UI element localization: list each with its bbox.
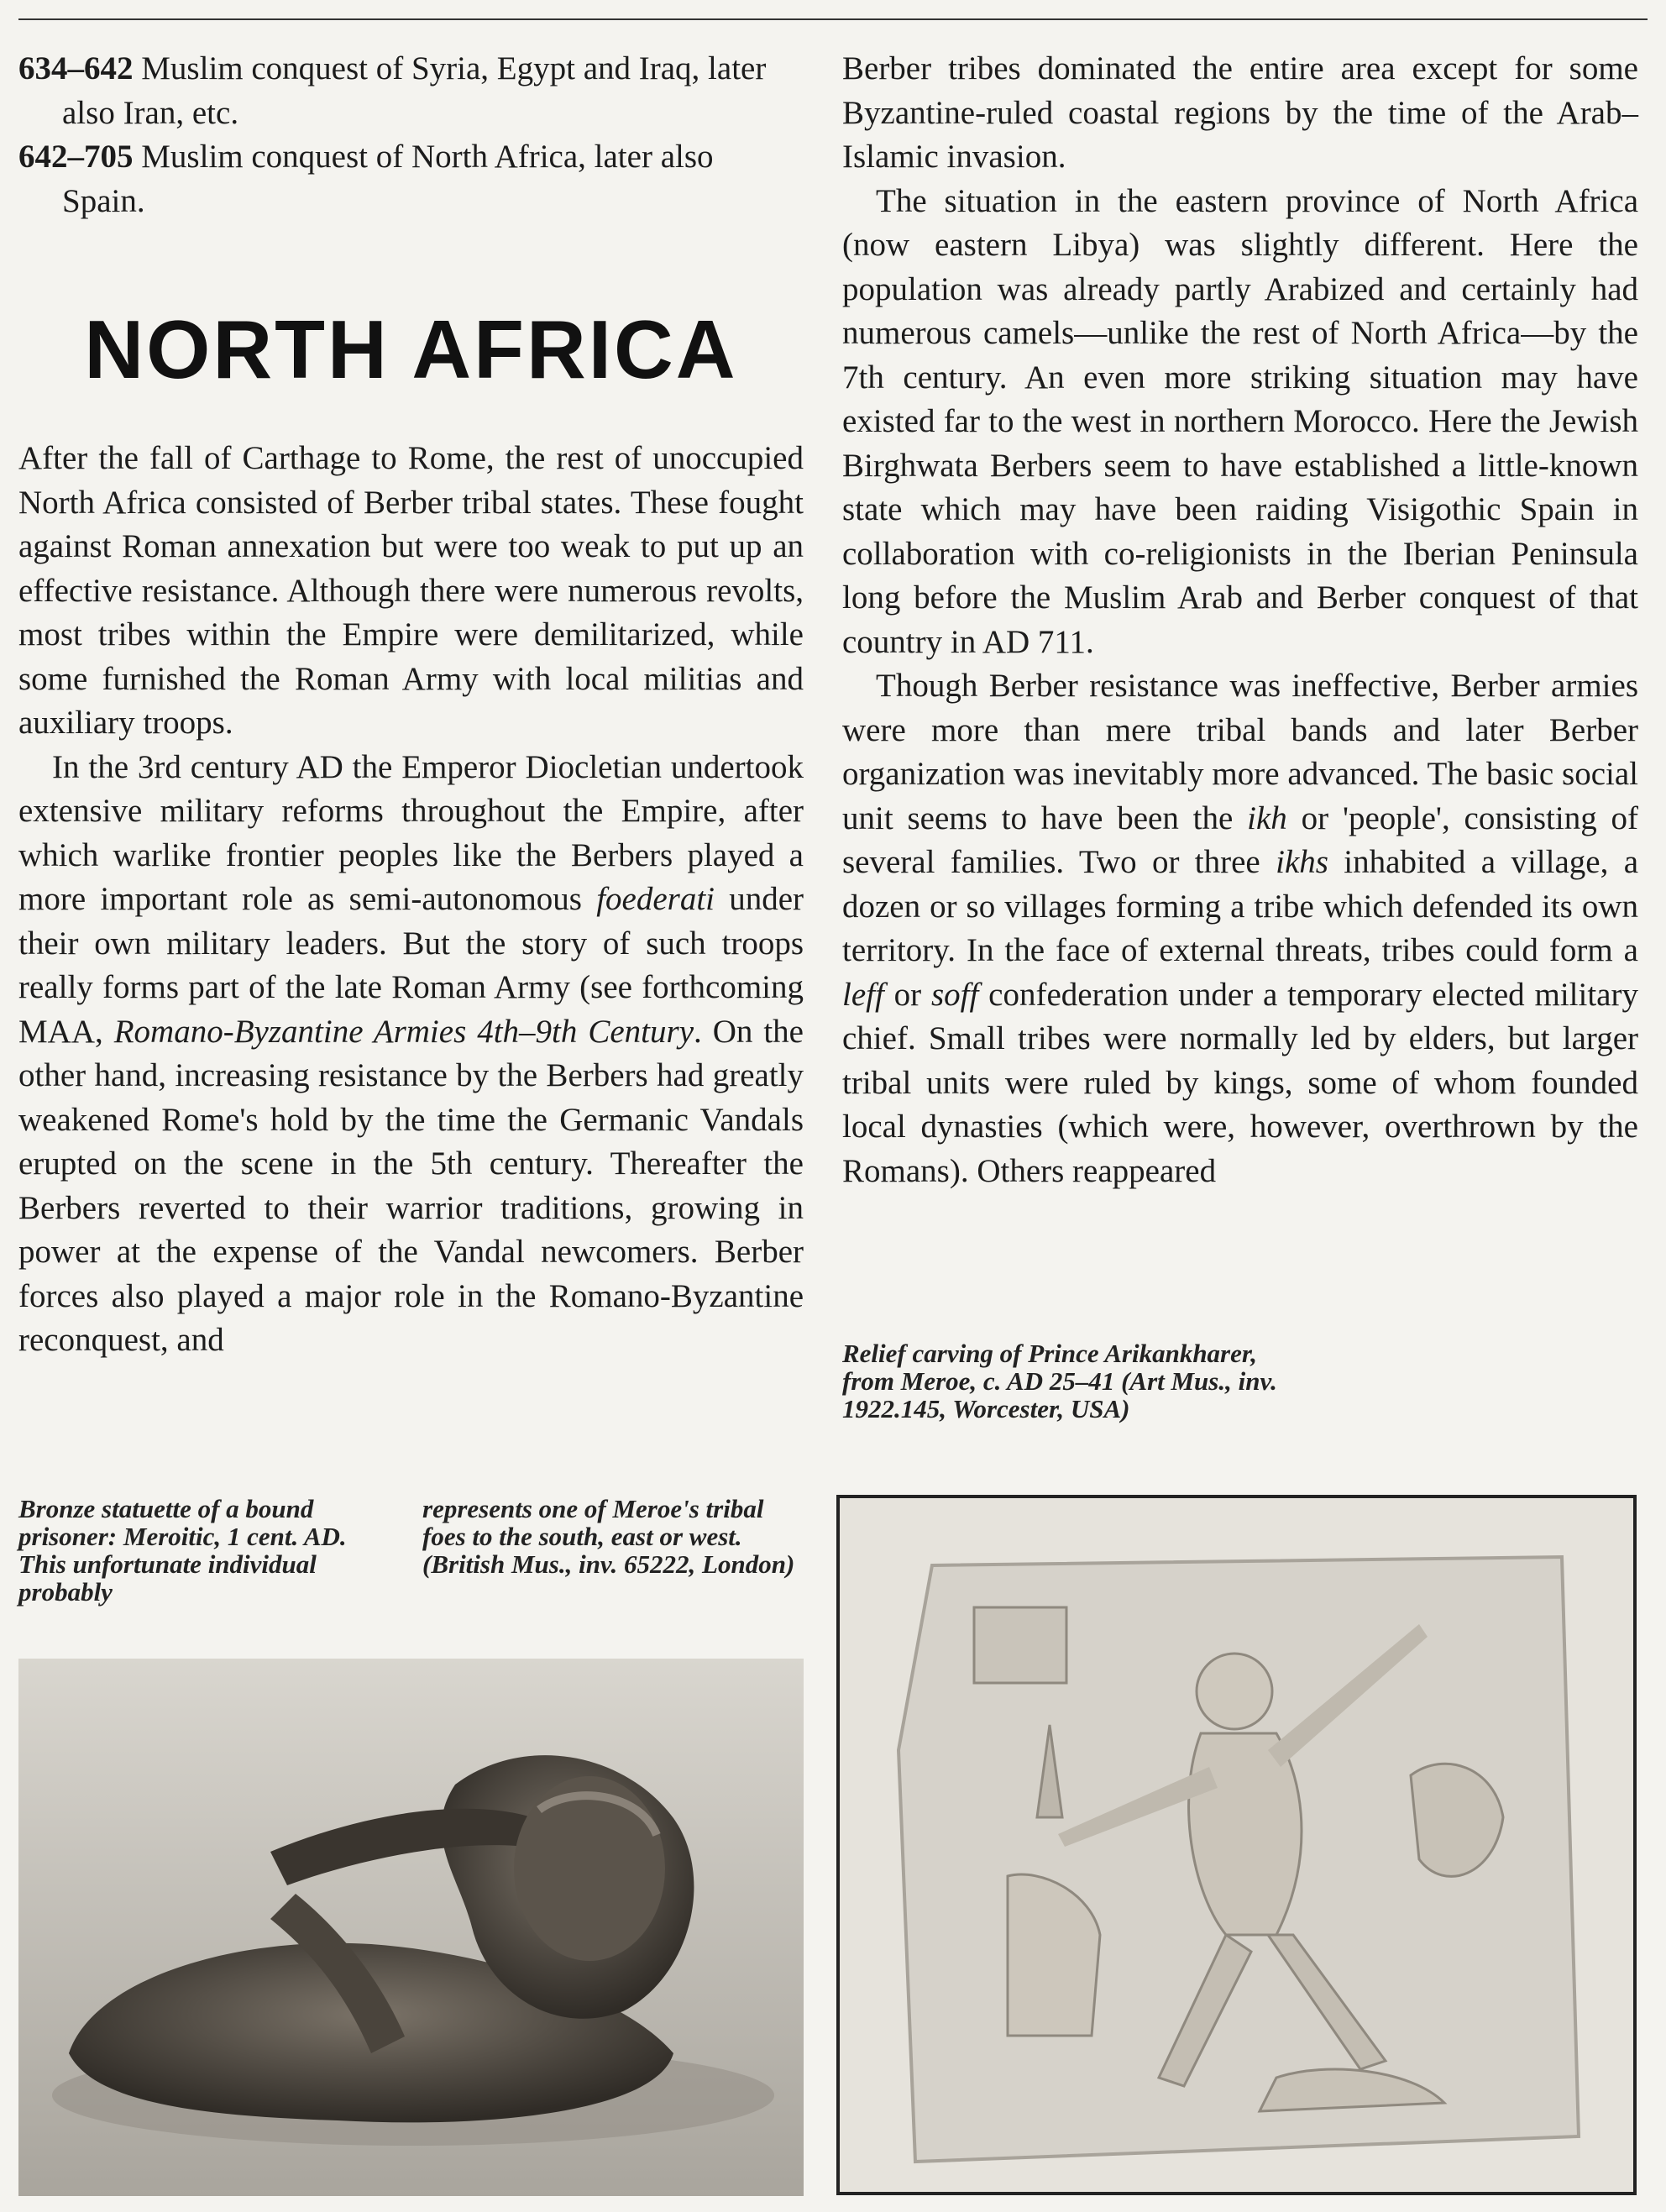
- timeline-entry: [18, 135, 804, 223]
- statuette-caption-part1: Bronze statuette of a bound prisoner: Meroitic, 1 cent. AD. This unfortunate individual probably: [18, 1494, 347, 1607]
- relief-photo: [836, 1495, 1637, 2195]
- timeline-text: Muslim conquest of North Africa, later also Spain.: [62, 139, 714, 219]
- timeline-entry: [18, 47, 804, 135]
- timeline-years: 634–642: [18, 50, 134, 86]
- text-run: . On the other hand, increasing resistance by the Berbers had greatly weakened Rome's hold by the time the Germanic Vandals erupted on the scene in the 5th century. Thereafter the Berbers reverted to their warrior traditions, growing in power at the expense of the Vandal newcomers. Berber forces also played a major role in the Romano-Byzantine reconquest, and: [18, 1013, 804, 1358]
- left-column: [18, 437, 804, 1363]
- paragraph: After the fall of Carthage to Rome, the rest of unoccupied North Africa consisted of Berber tribal states. These fought against Roman annexation but were too weak to put up an effective resistance. Although there were numerous revolts, most tribes within the Empire were demilitarized, while some furnished the Roman Army with local militias and auxiliary troops.: [18, 440, 804, 741]
- statuette-photo: [18, 1659, 804, 2196]
- italic-term: leff: [842, 976, 884, 1013]
- italic-term: soff: [930, 976, 979, 1013]
- text-run: under their own military leaders. But the story of such troops really forms part of the late Roman Army (see forthcoming MAA,: [18, 881, 804, 1050]
- statuette-illustration: [18, 1659, 804, 2196]
- timeline: [18, 47, 804, 223]
- paragraph: The situation in the eastern province of North Africa (now eastern Libya) was slightly different. Here the population was already partly Arabized and certainly had numerous camels—unlike the rest of North Africa—by the 7th century. An even more striking situation may have existed far to the west in northern Morocco. Here the Jewish Birghwata Berbers seem to have established a little-known state which may have been raiding Visigothic Spain in collaboration with co-religionists in the Iberian Peninsula long before the Muslim Arab and Berber conquest of that country in AD 711.: [842, 182, 1638, 660]
- paragraph: [842, 664, 1638, 1193]
- top-rule: [18, 18, 1648, 20]
- italic-term: foederati: [596, 881, 715, 917]
- relief-caption: Relief carving of Prince Arikankharer, from Meroe, c. AD 25–41 (Art Mus., inv. 1922.145, Worcester, USA): [842, 1339, 1277, 1423]
- statuette-caption-part2: represents one of Meroe's tribal foes to the south, east or west. (British Mus., inv. 65222, London): [422, 1494, 795, 1579]
- paragraph: [18, 746, 804, 1363]
- text-run: confederation under a temporary elected military chief. Small tribes were normally led by elders, but larger tribal units were ruled by kings, some of whom founded local dynasties (which were, however, overthrown by the Romans). Others reappeared: [842, 976, 1638, 1189]
- text-run: In the 3rd century AD the Emperor Diocletian undertook extensive military reforms throughout the Empire, after which warlike frontier peoples like the Berbers played a more important role as semi-autonomous: [18, 748, 804, 917]
- paragraph: Berber tribes dominated the entire area except for some Byzantine-ruled coastal regions by the time of the Arab–Islamic invasion.: [842, 50, 1638, 175]
- italic-term: ikhs: [1276, 844, 1328, 880]
- book-title: Romano-Byzantine Armies 4th–9th Century: [113, 1013, 694, 1050]
- text-run: inhabited a village, a dozen or so villages forming a tribe which defended its own territory. In the face of external threats, tribes could form a: [842, 844, 1639, 968]
- text-run: or: [883, 976, 931, 1013]
- text-run: Though Berber resistance was ineffective, Berber armies were more than mere tribal bands and later Berber organization was inevitably more advanced. The basic social unit seems to have been the: [842, 668, 1638, 836]
- timeline-years: 642–705: [18, 139, 134, 175]
- text-run: or 'people', consisting of several families. Two or three: [842, 799, 1639, 880]
- right-column: [842, 47, 1638, 1193]
- relief-illustration: [840, 1498, 1633, 2192]
- italic-term: ikh: [1247, 799, 1287, 836]
- timeline-text: Muslim conquest of Syria, Egypt and Iraq, later also Iran, etc.: [62, 50, 767, 131]
- section-title: NORTH AFRICA: [84, 303, 738, 396]
